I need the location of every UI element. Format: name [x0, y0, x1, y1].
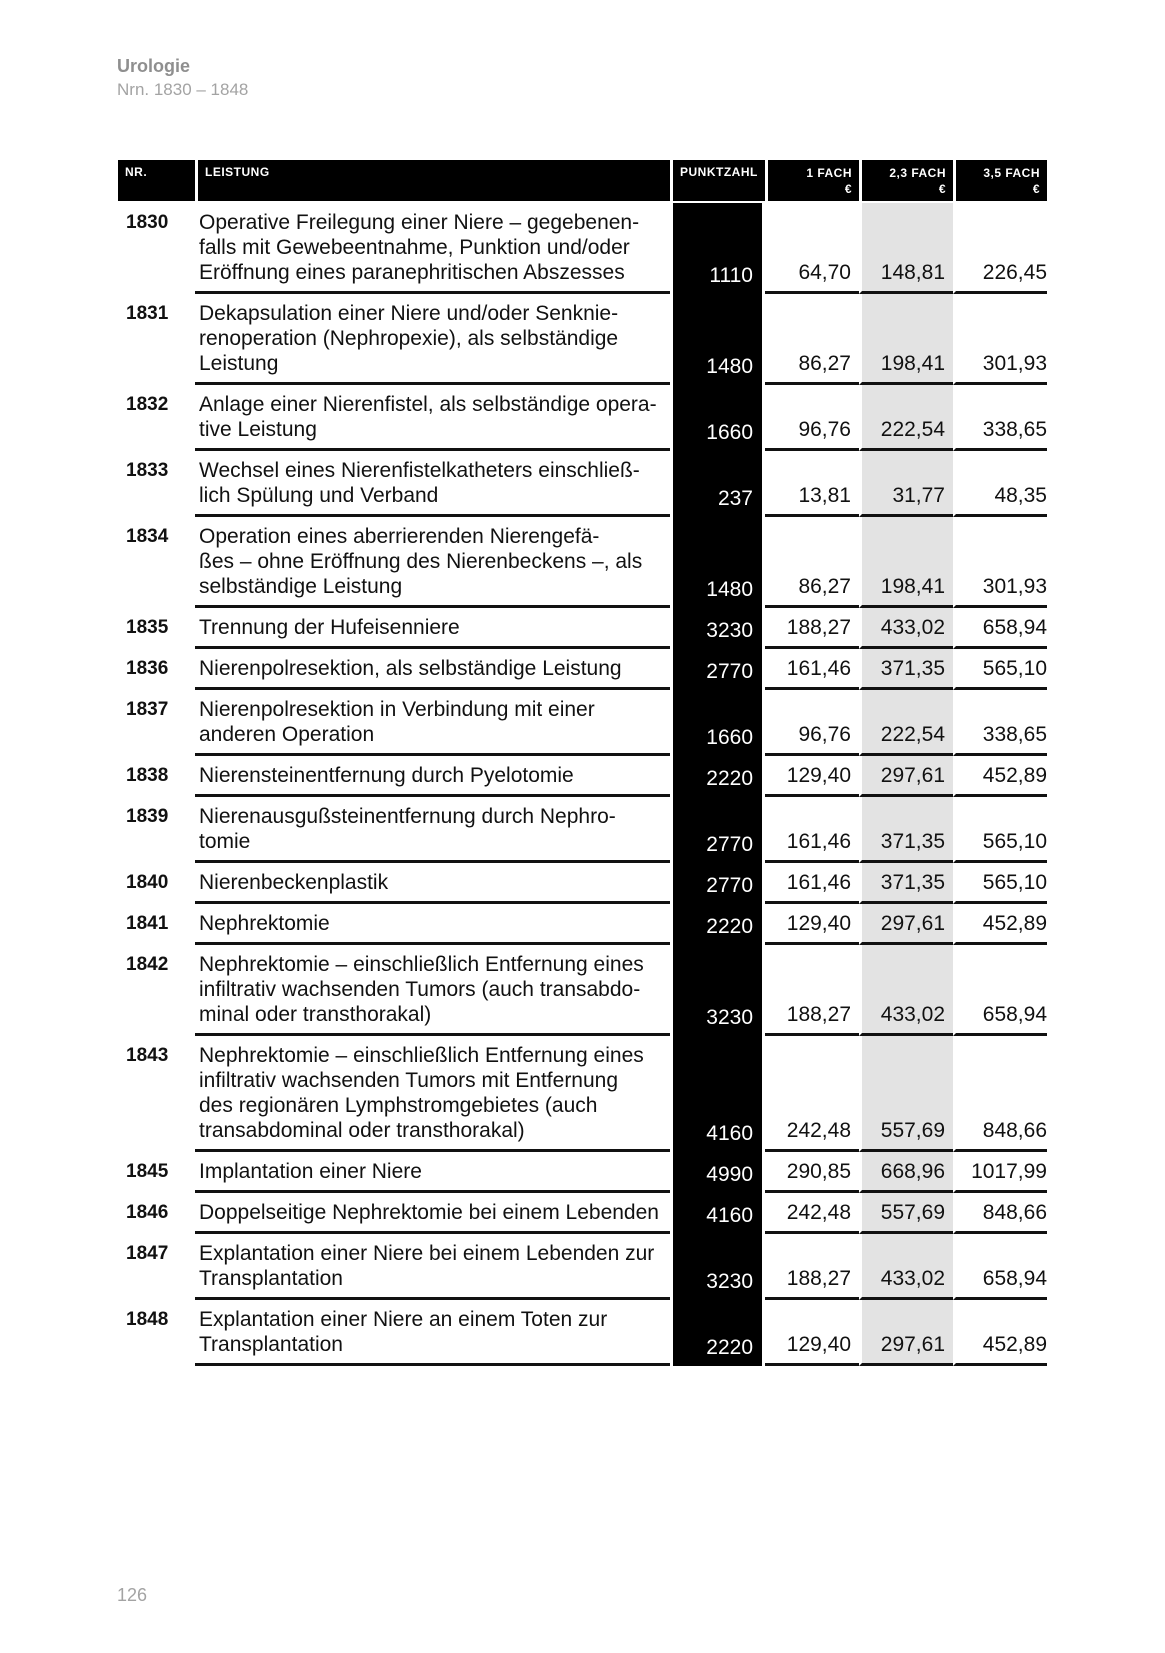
table-row [118, 1234, 1047, 1300]
fee-1-fach: 161,46 [765, 797, 859, 863]
column-header-punktzahl: PUNKTZAHL [670, 160, 765, 203]
fee-number: 1848 [126, 1309, 169, 1330]
fee-1-fach: 242,48 [765, 1036, 859, 1152]
service-description: Wechsel eines Nierenfistelkatheters einschließ- lich Spülung und Verband [195, 451, 670, 517]
fee-1-fach: 96,76 [765, 385, 859, 451]
column-header-2-3-fach [859, 160, 953, 203]
fee-number: 1845 [126, 1161, 169, 1182]
service-description: Trennung der Hufeisenniere [195, 608, 670, 649]
fee-3-5-fach: 848,66 [953, 1193, 1047, 1234]
point-value: 2770 [670, 797, 765, 863]
fee-3-5-fach: 452,89 [953, 1300, 1047, 1366]
column-header-2-3-fach-label: 2,3 FACH [889, 166, 946, 180]
column-header-leistung: LEISTUNG [195, 160, 670, 203]
fee-number: 1838 [126, 765, 169, 786]
fee-3-5-fach: 301,93 [953, 517, 1047, 608]
service-description: Implantation einer Niere [195, 1152, 670, 1193]
fee-3-5-fach: 452,89 [953, 904, 1047, 945]
point-value: 4160 [670, 1193, 765, 1234]
fee-3-5-fach: 338,65 [953, 385, 1047, 451]
section-range: Nrn. 1830 – 1848 [117, 80, 249, 99]
fee-2-3-fach: 433,02 [859, 608, 953, 649]
service-description: Operative Freilegung einer Niere – gegebenen- falls mit Gewebeentnahme, Punktion und/oder Eröffnung eines paranephritischen Abszesses [195, 203, 670, 294]
table-row [118, 797, 1047, 863]
fee-1-fach: 161,46 [765, 649, 859, 690]
service-description: Nierenpolresektion in Verbindung mit einer anderen Operation [195, 690, 670, 756]
table-header [118, 160, 1047, 203]
page-number: 126 [117, 1585, 148, 1605]
fee-2-3-fach: 433,02 [859, 945, 953, 1036]
fee-1-fach: 129,40 [765, 756, 859, 797]
fee-3-5-fach: 565,10 [953, 863, 1047, 904]
fee-3-5-fach: 452,89 [953, 756, 1047, 797]
fee-2-3-fach: 668,96 [859, 1152, 953, 1193]
fee-number: 1831 [126, 303, 169, 324]
fee-2-3-fach: 557,69 [859, 1036, 953, 1152]
column-header-3-5-fach [953, 160, 1047, 203]
fee-number: 1836 [126, 658, 169, 679]
fee-3-5-fach: 1017,99 [953, 1152, 1047, 1193]
fee-2-3-fach: 31,77 [859, 451, 953, 517]
service-description: Nierenbeckenplastik [195, 863, 670, 904]
column-header-1-fach-label: 1 FACH [806, 166, 852, 180]
fee-number: 1830 [126, 212, 169, 233]
fee-number: 1840 [126, 872, 169, 893]
table-row [118, 203, 1047, 294]
point-value: 2220 [670, 904, 765, 945]
column-header-nr: NR. [118, 160, 195, 203]
fee-number: 1832 [126, 394, 169, 415]
currency-label: € [844, 182, 852, 196]
fee-3-5-fach: 848,66 [953, 1036, 1047, 1152]
fee-2-3-fach: 371,35 [859, 863, 953, 904]
fee-number: 1843 [126, 1045, 169, 1066]
fee-number: 1834 [126, 526, 169, 547]
fee-number: 1839 [126, 806, 169, 827]
table-row [118, 517, 1047, 608]
table-row [118, 863, 1047, 904]
table-row [118, 690, 1047, 756]
service-description: Nierenpolresektion, als selbständige Leistung [195, 649, 670, 690]
service-description: Nierenausgußsteinentfernung durch Nephro- tomie [195, 797, 670, 863]
table-row [118, 451, 1047, 517]
section-title: Urologie [117, 56, 191, 76]
fee-1-fach: 188,27 [765, 1234, 859, 1300]
currency-label: € [938, 182, 946, 196]
point-value: 2220 [670, 756, 765, 797]
service-description: Nephrektomie [195, 904, 670, 945]
fee-1-fach: 242,48 [765, 1193, 859, 1234]
fee-2-3-fach: 557,69 [859, 1193, 953, 1234]
service-description: Operation eines aberrierenden Nierengefä- ßes – ohne Eröffnung des Nierenbeckens –, als selbständige Leistung [195, 517, 670, 608]
fee-1-fach: 13,81 [765, 451, 859, 517]
fee-2-3-fach: 198,41 [859, 294, 953, 385]
table-row [118, 1152, 1047, 1193]
table-row [118, 1193, 1047, 1234]
fee-2-3-fach: 148,81 [859, 203, 953, 294]
fee-3-5-fach: 565,10 [953, 649, 1047, 690]
fee-1-fach: 86,27 [765, 294, 859, 385]
fee-1-fach: 188,27 [765, 945, 859, 1036]
service-description: Nephrektomie – einschließlich Entfernung eines infiltrativ wachsenden Tumors (auch transabdo- minal oder transthorakal) [195, 945, 670, 1036]
table-row [118, 649, 1047, 690]
fee-2-3-fach: 371,35 [859, 649, 953, 690]
currency-label: € [1032, 182, 1040, 196]
fee-number: 1847 [126, 1243, 169, 1264]
point-value: 4160 [670, 1036, 765, 1152]
fee-number: 1842 [126, 954, 169, 975]
table-row [118, 1036, 1047, 1152]
fee-3-5-fach: 48,35 [953, 451, 1047, 517]
fee-1-fach: 86,27 [765, 517, 859, 608]
point-value: 3230 [670, 608, 765, 649]
point-value: 4990 [670, 1152, 765, 1193]
column-header-3-5-fach-label: 3,5 FACH [983, 166, 1040, 180]
table-row [118, 945, 1047, 1036]
point-value: 2770 [670, 863, 765, 904]
service-description: Nierensteinentfernung durch Pyelotomie [195, 756, 670, 797]
point-value: 3230 [670, 1234, 765, 1300]
fee-2-3-fach: 371,35 [859, 797, 953, 863]
fee-1-fach: 188,27 [765, 608, 859, 649]
table-row [118, 608, 1047, 649]
fee-1-fach: 290,85 [765, 1152, 859, 1193]
point-value: 1660 [670, 690, 765, 756]
service-description: Explantation einer Niere an einem Toten zur Transplantation [195, 1300, 670, 1366]
fee-3-5-fach: 658,94 [953, 608, 1047, 649]
table-body [118, 203, 1047, 1366]
page-header [117, 54, 248, 102]
table-row [118, 1300, 1047, 1366]
table-row [118, 756, 1047, 797]
fee-3-5-fach: 338,65 [953, 690, 1047, 756]
fee-table [118, 160, 1047, 1366]
fee-number: 1837 [126, 699, 169, 720]
fee-1-fach: 129,40 [765, 1300, 859, 1366]
service-description: Doppelseitige Nephrektomie bei einem Lebenden [195, 1193, 670, 1234]
point-value: 2220 [670, 1300, 765, 1366]
fee-2-3-fach: 433,02 [859, 1234, 953, 1300]
point-value: 237 [670, 451, 765, 517]
point-value: 1660 [670, 385, 765, 451]
table-row [118, 904, 1047, 945]
fee-2-3-fach: 297,61 [859, 756, 953, 797]
fee-2-3-fach: 222,54 [859, 385, 953, 451]
column-header-1-fach [765, 160, 859, 203]
fee-1-fach: 161,46 [765, 863, 859, 904]
point-value: 3230 [670, 945, 765, 1036]
fee-number: 1841 [126, 913, 169, 934]
fee-3-5-fach: 565,10 [953, 797, 1047, 863]
fee-number: 1846 [126, 1202, 169, 1223]
fee-number: 1833 [126, 460, 169, 481]
fee-2-3-fach: 297,61 [859, 1300, 953, 1366]
fee-2-3-fach: 297,61 [859, 904, 953, 945]
fee-3-5-fach: 658,94 [953, 1234, 1047, 1300]
fee-2-3-fach: 222,54 [859, 690, 953, 756]
point-value: 1480 [670, 517, 765, 608]
fee-number: 1835 [126, 617, 169, 638]
table-row [118, 385, 1047, 451]
service-description: Anlage einer Nierenfistel, als selbständige opera- tive Leistung [195, 385, 670, 451]
table-row [118, 294, 1047, 385]
point-value: 1480 [670, 294, 765, 385]
fee-3-5-fach: 301,93 [953, 294, 1047, 385]
service-description: Dekapsulation einer Niere und/oder Senknie- renoperation (Nephropexie), als selbständige Leistung [195, 294, 670, 385]
service-description: Explantation einer Niere bei einem Lebenden zur Transplantation [195, 1234, 670, 1300]
fee-1-fach: 129,40 [765, 904, 859, 945]
fee-3-5-fach: 658,94 [953, 945, 1047, 1036]
service-description: Nephrektomie – einschließlich Entfernung eines infiltrativ wachsenden Tumors mit Entfernung des regionären Lymphstromgebietes (auch transabdominal oder transthorakal) [195, 1036, 670, 1152]
fee-2-3-fach: 198,41 [859, 517, 953, 608]
fee-1-fach: 64,70 [765, 203, 859, 294]
fee-1-fach: 96,76 [765, 690, 859, 756]
point-value: 2770 [670, 649, 765, 690]
point-value: 1110 [670, 203, 765, 294]
fee-3-5-fach: 226,45 [953, 203, 1047, 294]
